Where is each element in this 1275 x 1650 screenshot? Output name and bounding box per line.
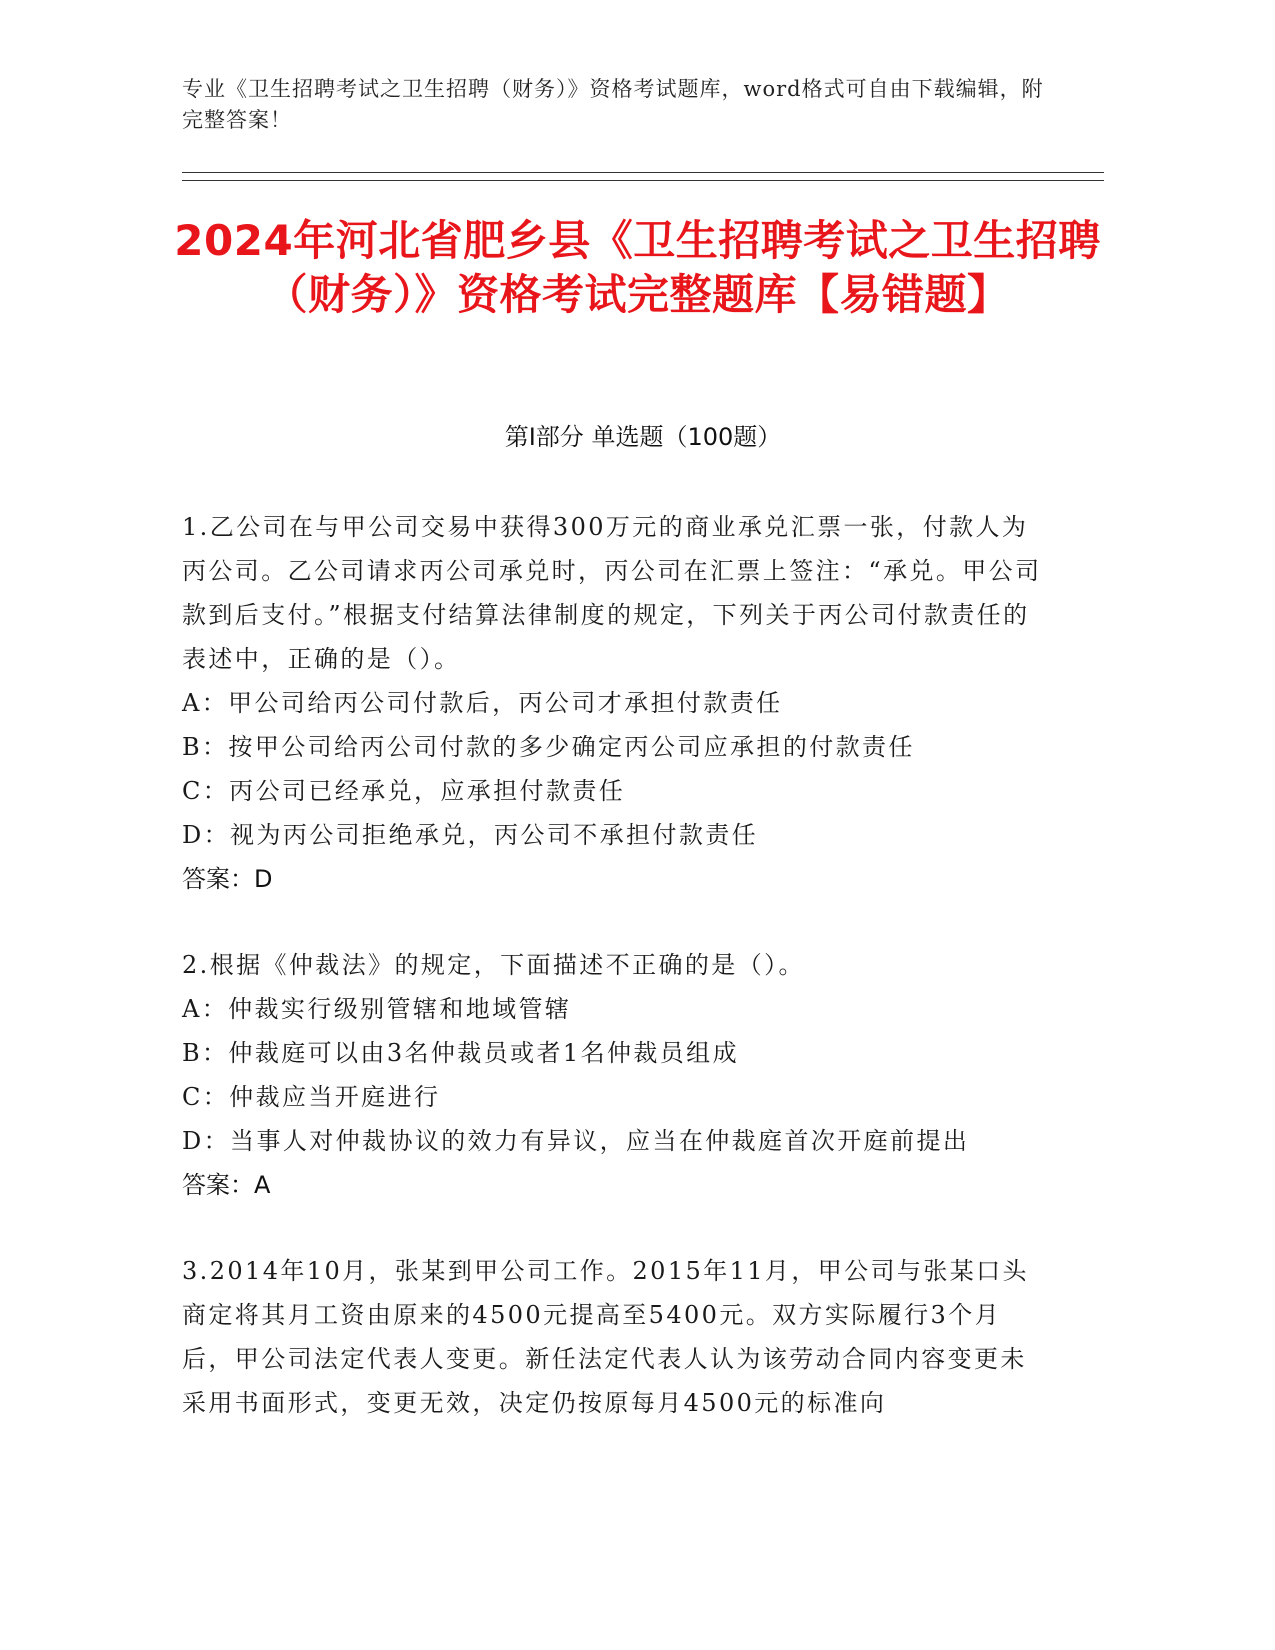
header-divider-secondary bbox=[182, 180, 1104, 181]
question-stem: 2.根据《仲裁法》的规定，下面描述不正确的是（）。 bbox=[182, 951, 805, 979]
option-c: C：丙公司已经承兑，应承担付款责任 bbox=[182, 777, 626, 805]
option-b: B：仲裁庭可以由3名仲裁员或者1名仲裁员组成 bbox=[182, 1039, 739, 1067]
header-divider bbox=[182, 172, 1104, 173]
question-list bbox=[182, 505, 1042, 1467]
option-a: A：甲公司给丙公司付款后，丙公司才承担付款责任 bbox=[182, 689, 783, 717]
answer-line: 答案：A bbox=[182, 1171, 271, 1199]
question-3 bbox=[182, 1249, 1042, 1425]
option-b: B：按甲公司给丙公司付款的多少确定丙公司应承担的付款责任 bbox=[182, 733, 915, 761]
question-1 bbox=[182, 505, 1042, 901]
option-c: C：仲裁应当开庭进行 bbox=[182, 1083, 441, 1111]
option-d: D：当事人对仲裁协议的效力有异议，应当在仲裁庭首次开庭前提出 bbox=[182, 1127, 970, 1155]
header-note: 专业《卫生招聘考试之卫生招聘（财务）》资格考试题库，word格式可自由下载编辑，附完整答案！ bbox=[182, 77, 1044, 132]
document-title: 2024年河北省肥乡县《卫生招聘考试之卫生招聘（财务）》资格考试完整题库【易错题】 bbox=[174, 216, 1101, 319]
option-d: D：视为丙公司拒绝承兑，丙公司不承担付款责任 bbox=[182, 821, 759, 849]
question-2 bbox=[182, 943, 1042, 1207]
option-a: A：仲裁实行级别管辖和地域管辖 bbox=[182, 995, 572, 1023]
section-heading: 第I部分 单选题（100题） bbox=[504, 423, 782, 451]
answer-line: 答案：D bbox=[182, 865, 273, 893]
question-stem: 3.2014年10月，张某到甲公司工作。2015年11月，甲公司与张某口头商定将其月工资由原来的4500元提高至5400元。双方实际履行3个月后，甲公司法定代表人变更。新任法定代表人认为该劳动合同内容变更未采用书面形式，变更无效，决定仍按原每月4500元的标准向 bbox=[182, 1257, 1029, 1417]
question-stem: 1.乙公司在与甲公司交易中获得300万元的商业承兑汇票一张，付款人为丙公司。乙公司请求丙公司承兑时，丙公司在汇票上签注：“承兑。甲公司款到后支付。”根据支付结算法律制度的规定，下列关于丙公司付款责任的表述中，正确的是（）。 bbox=[182, 513, 1042, 673]
